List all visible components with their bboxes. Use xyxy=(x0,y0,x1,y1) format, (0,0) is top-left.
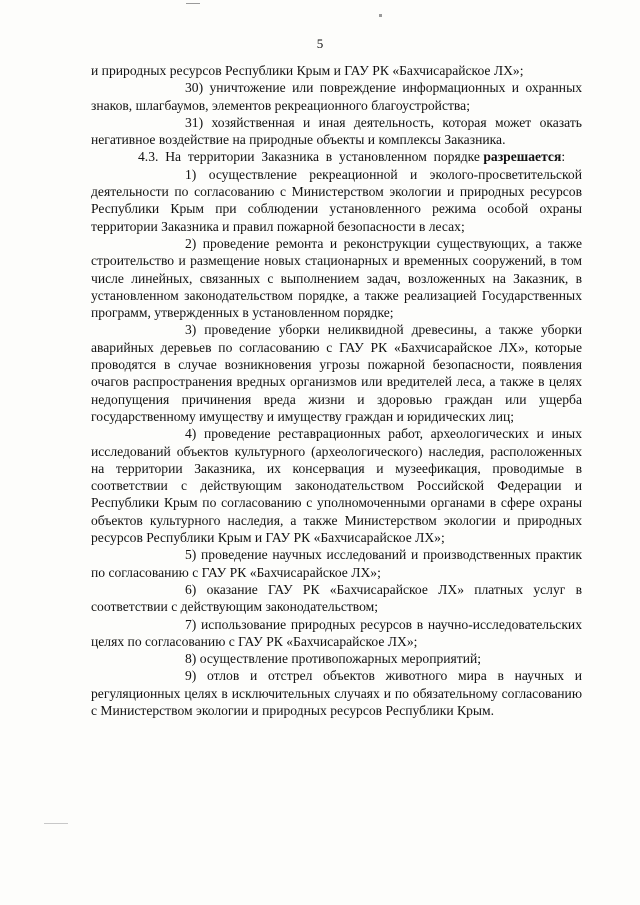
page-number: 5 xyxy=(316,36,324,51)
item-number: 1) xyxy=(185,166,197,182)
allowed-item-3 xyxy=(91,321,582,425)
scan-artifact-top-right xyxy=(379,14,382,17)
item-number: 30) xyxy=(185,80,204,96)
scan-artifact-top-left xyxy=(186,3,200,4)
item-text: проведение уборки неликвидной древесины, а также уборки аварийных деревьев по согласованию с ГАУ РК «Бахчисарайское ЛХ», которые проводятся в случае возникновения угрозы пожарной безопасности, появления очагов распространения вредных организмов или вредителей леса, а также в целях недопущения причинения вреда жизни и здоровью граждан или ущерба государственному имуществу и имуществу граждан и юридических лиц; xyxy=(91,322,582,424)
section-colon: : xyxy=(561,149,566,165)
item-text: уничтожение или повреждение информационных и охранных знаков, шлагбаумов, элементов рекреационного благоустройства; xyxy=(91,80,582,113)
item-text: осуществление рекреационной и эколого-просветительской деятельности по согласованию с Министерством экологии и природных ресурсов Республики Крым при соблюдении установленного режима особой охраны территории Заказника и правил пожарной безопасности в лесах; xyxy=(91,166,582,234)
item-number: 9) xyxy=(185,668,197,684)
section-bold-word: разрешается xyxy=(483,149,562,165)
allowed-item-9 xyxy=(91,667,582,719)
item-number: 2) xyxy=(185,235,197,251)
item-text: использование природных ресурсов в научно-исследовательских целях по согласованию с ГАУ РК «Бахчисарайское ЛХ»; xyxy=(91,616,582,649)
item-number: 31) xyxy=(185,114,204,130)
paragraph-item-30 xyxy=(91,79,582,114)
allowed-item-1 xyxy=(91,166,582,235)
item-text: хозяйственная и иная деятельность, которая может оказать негативное воздействие на природные объекты и комплексы Заказника. xyxy=(91,114,582,148)
paragraph-section-4-3 xyxy=(91,148,582,165)
paragraph-intro-continuation: и природных ресурсов Республики Крым и ГАУ РК «Бахчисарайское ЛХ»; xyxy=(91,63,524,78)
allowed-item-6 xyxy=(91,581,582,616)
item-text: отлов и отстрел объектов животного мира в научных и регуляционных целях в исключительных случаях и по обязательному согласованию с Министерством экологии и природных ресурсов Республики Крым. xyxy=(91,668,583,718)
scan-artifact-left-margin xyxy=(44,823,68,824)
item-number: 5) xyxy=(185,547,197,563)
allowed-item-7 xyxy=(91,616,582,651)
paragraph-item-31 xyxy=(91,114,582,149)
item-text: осуществление противопожарных мероприятий; xyxy=(199,651,482,667)
allowed-item-5 xyxy=(91,546,582,581)
document-body xyxy=(91,62,582,719)
item-number: 3) xyxy=(185,322,197,338)
item-number: 4) xyxy=(185,426,197,442)
item-number: 6) xyxy=(185,581,197,597)
item-number: 7) xyxy=(185,616,197,632)
item-number: 8) xyxy=(185,651,197,667)
allowed-item-2 xyxy=(91,235,582,321)
allowed-item-8 xyxy=(91,650,582,667)
allowed-item-4 xyxy=(91,425,582,546)
item-text: проведение ремонта и реконструкции существующих, а также строительство и размещение новых стационарных и временных сооружений, в том числе линейных, связанных с выполнением задач, возложенных на Заказник, в установленном законодательством порядке, а также реализацией Государственных программ, утвержденных в установленном порядке; xyxy=(91,235,582,321)
item-text: оказание ГАУ РК «Бахчисарайское ЛХ» платных услуг в соответствии с действующим законодательством; xyxy=(91,581,582,615)
section-heading-text: 4.3. На территории Заказника в установленном порядке xyxy=(138,149,480,165)
item-text: проведение реставрационных работ, археологических и иных исследований объектов культурного (археологического) наследия, расположенных на территории Заказника, их консервация и музеефикация, проводимые в соответствии с действующим законодательством Российской Федерации и Республики Крым по согласованию с уполномоченными органами в сфере охраны объектов культурного наследия, а также Министерством экологии и природных ресурсов Республики Крым и ГАУ РК «Бахчисарайское ЛХ»; xyxy=(91,426,582,546)
item-text: проведение научных исследований и производственных практик по согласованию с ГАУ РК «Бахчисарайское ЛХ»; xyxy=(91,547,582,580)
